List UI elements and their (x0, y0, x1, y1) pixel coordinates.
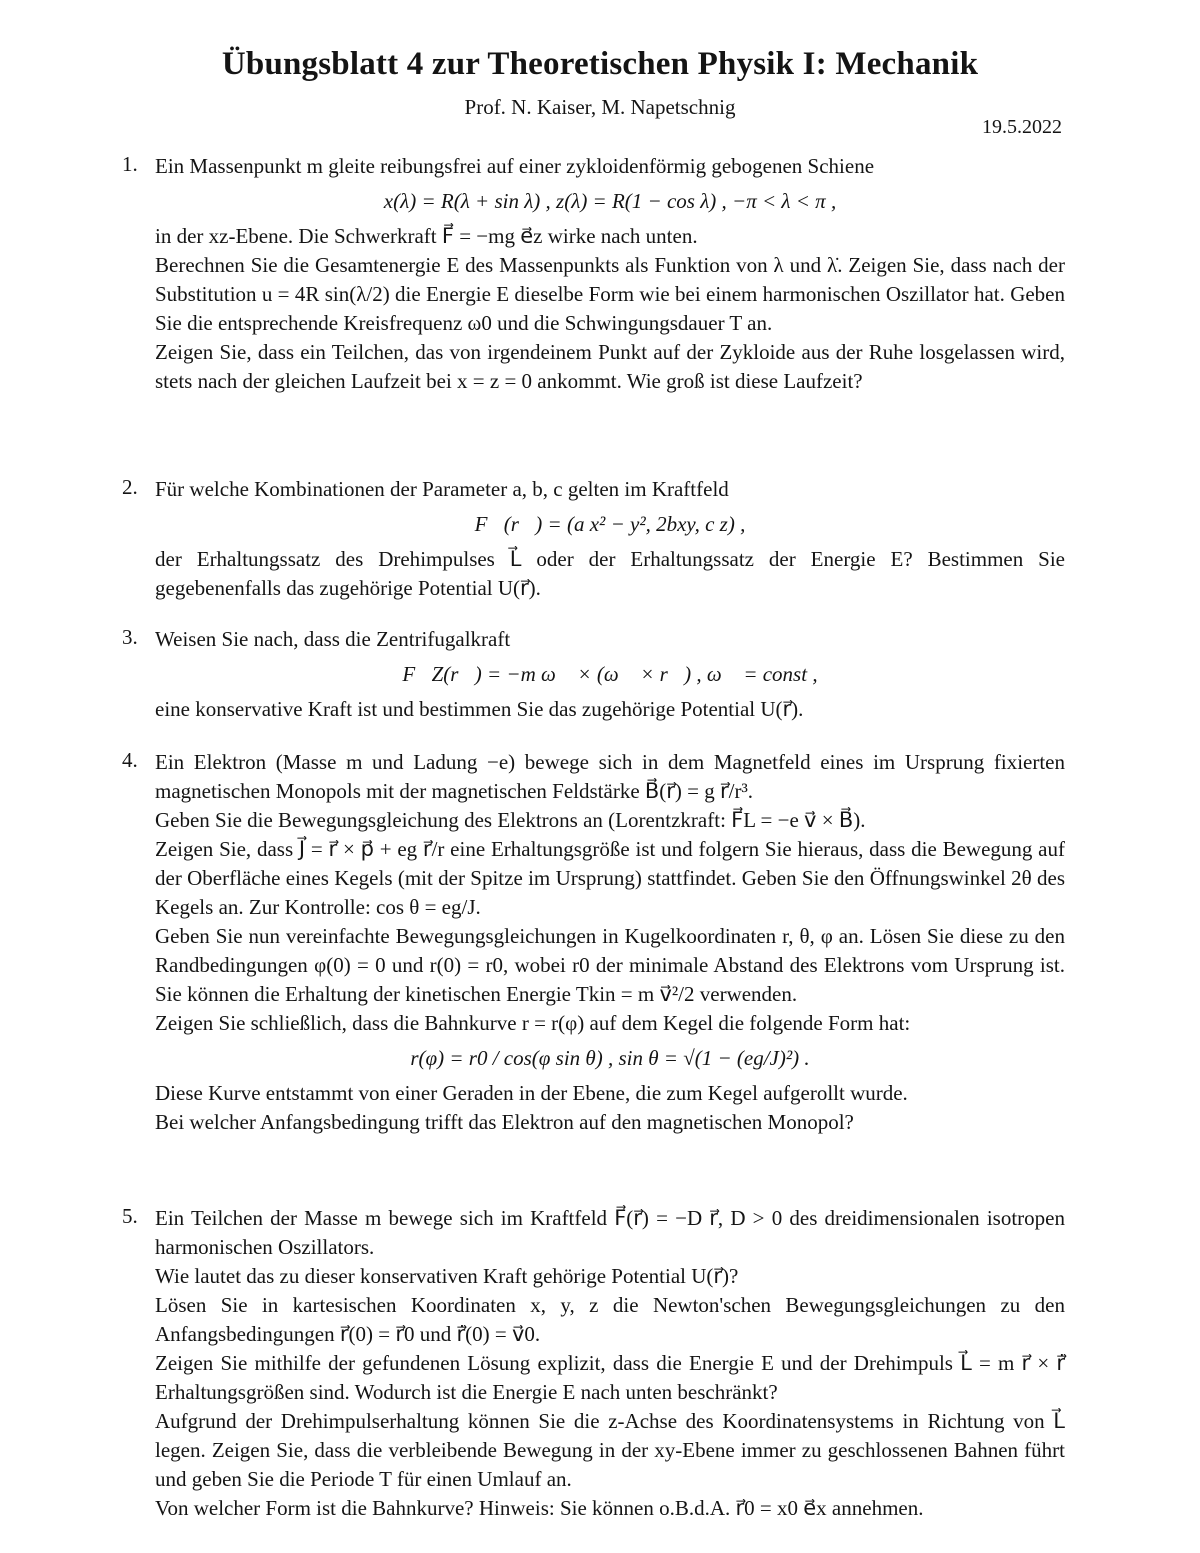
problem-text: Aufgrund der Drehimpulserhaltung können Sie die z-Achse des Koordinatensystems in Richtung von L⃗ legen. Zeigen Sie, dass die verbleibende Bewegung in der xy-Ebene immer zu geschlossenen Bahnen führt und geben Sie die Periode T für einen Umlauf an. (155, 1409, 1065, 1491)
problem-text: Berechnen Sie die Gesamtenergie E des Massenpunkts als Funktion von λ und λ̇. Zeigen Sie, dass nach der Substitution u = 4R sin(λ/2) die Energie E dieselbe Form wie bei einem harmonischen Oszillator hat. Geben Sie die entsprechende Kreisfrequenz ω0 und die Schwingungsdauer T an. (155, 253, 1065, 335)
problem-body (155, 475, 1065, 603)
problem-body (155, 748, 1065, 1137)
sheet-authors: Prof. N. Kaiser, M. Napetschnig (464, 95, 736, 119)
equation: F⃗Z(r⃗) = −m ω⃗ × (ω⃗ × r⃗) , ω⃗ = const , (402, 662, 818, 686)
problem-text: Zeigen Sie, dass ein Teilchen, das von irgendeinem Punkt auf der Zykloide aus der Ruhe losgelassen wird, stets nach der gleichen Laufzeit bei x = z = 0 ankommt. Wie groß ist diese Laufzeit? (155, 340, 1065, 393)
problem-number: 2. (122, 475, 138, 499)
problem-number: 4. (122, 748, 138, 772)
equation: F⃗(r⃗) = (a x² − y², 2bxy, c z) , (474, 512, 746, 536)
problem-text: Ein Massenpunkt m gleite reibungsfrei auf einer zykloidenförmig gebogenen Schiene (155, 154, 875, 178)
problem-text: Zeigen Sie, dass J⃗ = r⃗ × p⃗ + eg r⃗/r eine Erhaltungsgröße ist und folgern Sie hieraus, dass die Bewegung auf der Oberfläche eines Kegels (mit der Spitze im Ursprung) stattfindet. Geben Sie den Öffnungswinkel 2θ des Kegels an. Zur Kontrolle: cos θ = eg/J. (155, 837, 1065, 919)
problem-text: in der xz-Ebene. Die Schwerkraft F⃗ = −mg e⃗z wirke nach unten. (155, 224, 698, 248)
problem-text: Wie lautet das zu dieser konservativen Kraft gehörige Potential U(r⃗)? (155, 1264, 739, 1288)
problem-body (155, 152, 1065, 396)
problem-text: Geben Sie nun vereinfachte Bewegungsgleichungen in Kugelkoordinaten r, θ, φ an. Lösen Sie diese zu den Randbedingungen φ(0) = 0 und r(0) = r0, wobei r0 der minimale Abstand des Elektrons vom Ursprung ist. Sie können die Erhaltung der kinetischen Energie Tkin = m v⃗²/2 verwenden. (155, 924, 1065, 1006)
problem-text: Ein Elektron (Masse m und Ladung −e) bewege sich in dem Magnetfeld eines im Ursprung fixierten magnetischen Monopols mit der magnetischen Feldstärke B⃗(r⃗) = g r⃗/r³. (155, 750, 1065, 803)
sheet-date: 19.5.2022 (982, 116, 1062, 138)
problem-number: 3. (122, 625, 138, 649)
problem-text: Bei welcher Anfangsbedingung trifft das Elektron auf den magnetischen Monopol? (155, 1110, 854, 1134)
problem-text: Von welcher Form ist die Bahnkurve? Hinweis: Sie können o.B.d.A. r⃗0 = x0 e⃗x annehmen. (155, 1496, 924, 1520)
problem-text: Zeigen Sie schließlich, dass die Bahnkurve r = r(φ) auf dem Kegel die folgende Form hat: (155, 1011, 911, 1035)
problem-number: 1. (122, 152, 138, 176)
problem-number: 5. (122, 1204, 138, 1228)
sheet-title: Übungsblatt 4 zur Theoretischen Physik I: Mechanik (221, 46, 979, 82)
problem-text: Zeigen Sie mithilfe der gefundenen Lösung explizit, dass die Energie E und der Drehimpuls L⃗ = m r⃗ × r⃗̇ Erhaltungsgrößen sind. Wodurch ist die Energie E nach unten beschränkt? (155, 1351, 1065, 1404)
problem-text: Ein Teilchen der Masse m bewege sich im Kraftfeld F⃗(r⃗) = −D r⃗, D > 0 des dreidimensionalen isotropen harmonischen Oszillators. (155, 1206, 1065, 1259)
problem-text: Weisen Sie nach, dass die Zentrifugalkraft (155, 627, 511, 651)
equation: x(λ) = R(λ + sin λ) , z(λ) = R(1 − cos λ) , −π < λ < π , (383, 189, 837, 213)
problem-body (155, 1204, 1065, 1523)
problem-text: Geben Sie die Bewegungsgleichung des Elektrons an (Lorentzkraft: F⃗L = −e v⃗ × B⃗). (155, 808, 866, 832)
problem-body (155, 625, 1065, 724)
problem-text: Lösen Sie in kartesischen Koordinaten x, y, z die Newton'schen Bewegungsgleichungen zu den Anfangsbedingungen r⃗(0) = r⃗0 und r⃗̇(0) = v⃗0. (155, 1293, 1065, 1346)
equation: r(φ) = r0 / cos(φ sin θ) , sin θ = √(1 − (eg/J)²) . (410, 1046, 810, 1070)
problem-text: Für welche Kombinationen der Parameter a, b, c gelten im Kraftfeld (155, 477, 729, 501)
problem-text: der Erhaltungssatz des Drehimpulses L⃗ oder der Erhaltungssatz der Energie E? Bestimmen Sie gegebenenfalls das zugehörige Potential U(r⃗). (155, 547, 1065, 600)
problem-text: Diese Kurve entstammt von einer Geraden in der Ebene, die zum Kegel aufgerollt wurde. (155, 1081, 908, 1105)
problem-text: eine konservative Kraft ist und bestimmen Sie das zugehörige Potential U(r⃗). (155, 697, 804, 721)
